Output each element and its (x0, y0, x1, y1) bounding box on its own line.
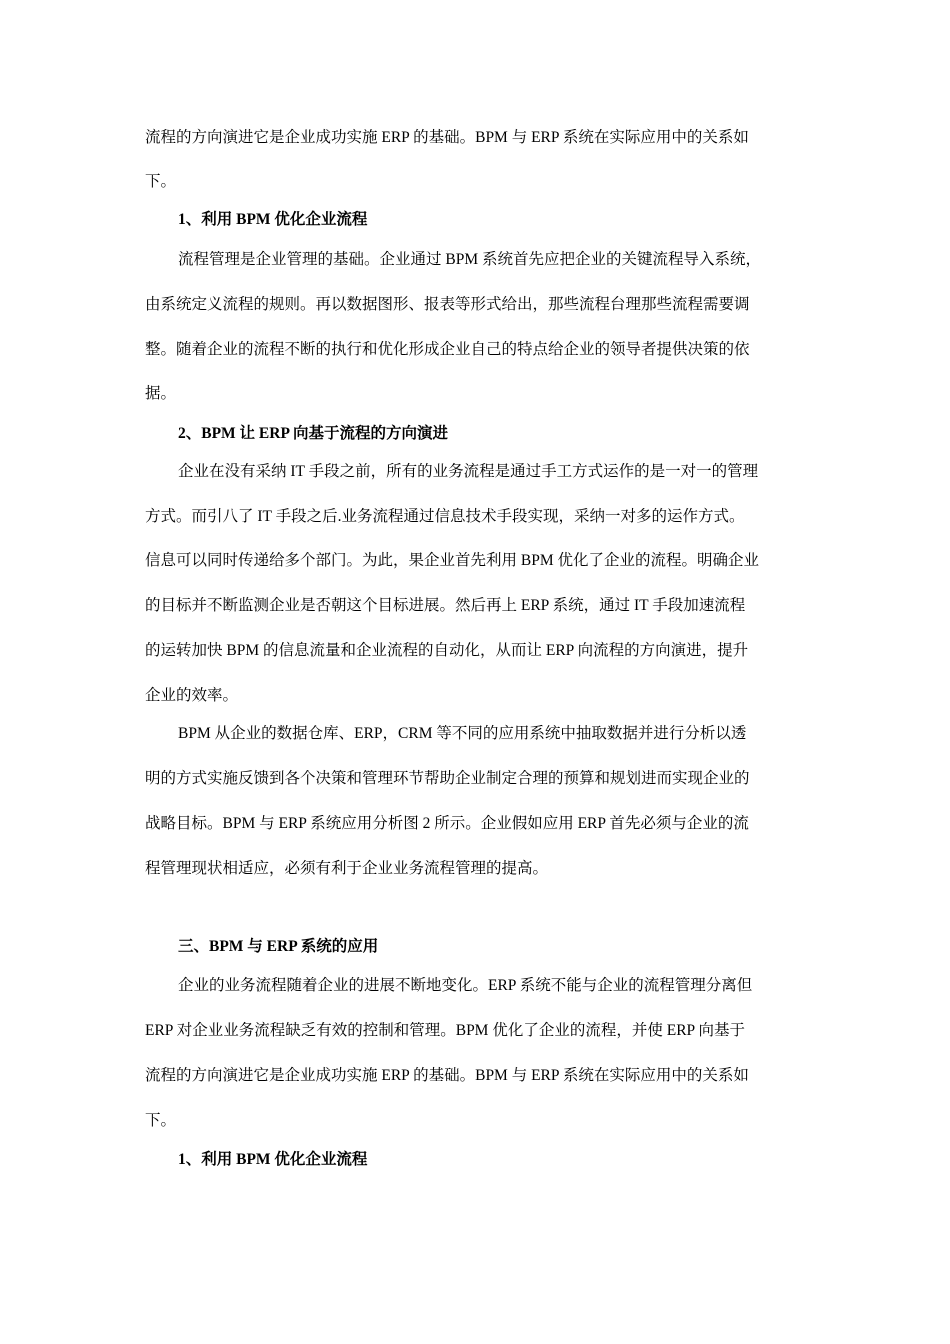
body-text-line: 企业的效率。 (145, 687, 239, 704)
body-text-line: 程管理现状相适应，必须有利于企业业务流程管理的提高。 (145, 860, 549, 877)
body-text-line: 的运转加快 BPM 的信息流量和企业流程的自动化，从而让 ERP 向流程的方向演进，提升 (145, 642, 749, 659)
body-text-line: 的目标并不断监测企业是否朝这个目标进展。然后再上 ERP 系统，通过 IT 手段加速流程 (145, 597, 746, 614)
body-text-line: 信息可以同时传递给多个部门。为此，果企业首先利用 BPM 优化了企业的流程。明确企业 (145, 552, 759, 569)
body-text-line: 方式。而引八了 IT 手段之后.业务流程通过信息技术手段实现，采纳一对多的运作方式。 (145, 508, 745, 525)
section-heading: 1、利用 BPM 优化企业流程 (178, 211, 368, 228)
body-text-line: ERP 对企业业务流程缺乏有效的控制和管理。BPM 优化了企业的流程，并使 ERP 向基于 (145, 1022, 745, 1039)
body-text-line: 企业在没有采纳 IT 手段之前，所有的业务流程是通过手工方式运作的是一对一的管理 (178, 463, 759, 480)
body-text-line: 由系统定义流程的规则。再以数据图形、报表等形式给出，那些流程台理那些流程需要调 (145, 296, 750, 313)
body-text-line: 据。 (145, 385, 177, 402)
section-heading: 2、BPM 让 ERP 向基于流程的方向演进 (178, 425, 448, 442)
body-text-line: BPM 从企业的数据仓库、ERP，CRM 等不同的应用系统中抽取数据并进行分析以透 (178, 725, 747, 742)
body-text-line: 企业的业务流程随着企业的进展不断地变化。ERP 系统不能与企业的流程管理分离但 (178, 977, 753, 994)
body-text-line: 整。随着企业的流程不断的执行和优化形成企业自己的特点给企业的领导者提供决策的依 (145, 341, 750, 358)
body-text-line: 明的方式实施反馈到各个决策和管理环节帮助企业制定合理的预算和规划进而实现企业的 (145, 770, 750, 787)
body-text-line: 战略目标。BPM 与 ERP 系统应用分析图 2 所示。企业假如应用 ERP 首先必须与企业的流 (145, 815, 749, 832)
body-text-line: 流程管理是企业管理的基础。企业通过 BPM 系统首先应把企业的关键流程导入系统， (178, 251, 761, 268)
body-text-line: 流程的方向演进它是企业成功实施 ERP 的基础。BPM 与 ERP 系统在实际应用中的关系如 (145, 1067, 749, 1084)
body-text-line: 下。 (145, 1112, 177, 1129)
section-heading: 三、BPM 与 ERP 系统的应用 (178, 938, 379, 955)
section-heading: 1、利用 BPM 优化企业流程 (178, 1151, 368, 1168)
body-text-line: 流程的方向演进它是企业成功实施 ERP 的基础。BPM 与 ERP 系统在实际应用中的关系如 (145, 129, 749, 146)
body-text-line: 下。 (145, 173, 177, 190)
